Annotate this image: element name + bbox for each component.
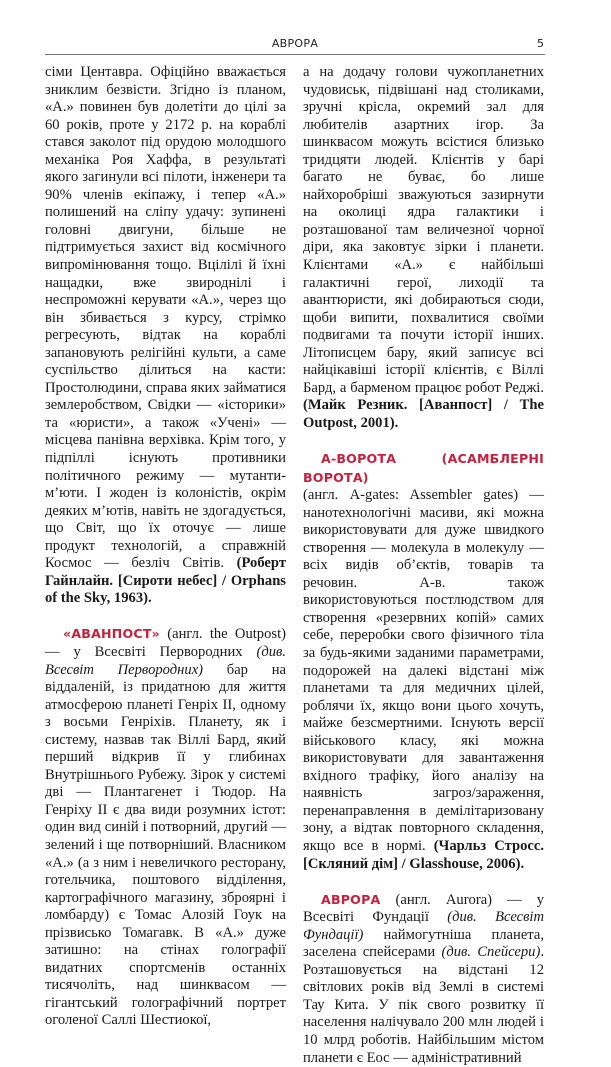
cross-reference: (див. Всесвіт Фундації)	[303, 909, 545, 943]
source-citation: (Чарльз Стросс. [Скляний дім] / Glasshouse, 2006).	[303, 838, 545, 872]
entry-body: наймогутніша планета, заселена спейсерами	[303, 926, 544, 961]
headword: АВРОРА	[321, 891, 381, 907]
cross-reference: (див. Спейсери)	[441, 944, 541, 961]
entry-body: (англ. A-gates: Assembler gates) — нанотехнологічні масиви, які можна використовувати для дуже швидкого створення — молекула в молекулу — всіх видів об’єктів, товарів та речовин. А-в. також використовуються постлюдством для створення «резервних копій» самих себе, переробки свого фізичного тіла за будь-якими заданими параметрами, подорожей на далекі відстані між планетами та для медичних цілей, роблячи їх, якщо вони цього хочуть, майже безсмертними. Існують версії військового класу, які можна використовувати для завантаження вхідного трафіку, його аналізу на наявність загроз/зараження, перенаправлення в демілітаризовану зону, а відтак повторного складення, якщо все в нормі.	[303, 487, 544, 855]
continued-entry-text	[45, 64, 286, 608]
entry-body: (англ. Aurora) — у Всесвіті Фундації	[303, 891, 544, 926]
left-column	[45, 64, 286, 1030]
entry-a-vorota	[303, 450, 544, 873]
source-citation: (Роберт Гайнлайн. [Сироти небес] / Orphans of the Sky, 1963).	[45, 555, 286, 607]
cross-reference: (див. Всесвіт Первородних)	[45, 644, 286, 678]
entry-body: (англ. the Outpost) — у Всесвіті Первородних	[45, 626, 286, 660]
entry-body: бар на віддаленій, із придатною для життя атмосферою планеті Генріх II, одному з восьми Генріхів. Планету, як і систему, назвав так Віллі Бард, який перший відкрив її у глибинах Внутрішнього Рубежу. Зірок у системі дві — Плантагенет і Тюдор. На Генріху II є два види розумних істот: один вид синій і потворний, другий — зелений і ще потворніший. Власником «А.» (а з ним і невеличкого ресторану, готельчика, поштового відділення, картографічного магазину, зброярні і ломбарду) є Томас Алозій Гоук на прізвисько Томагавк. В «А.» дуже затишно: на стінах голографії видатних спортсменів останніх тисячоліть, над шинквасом — гігантський голографічний портрет оголеної Саллі Шестиокої,	[45, 661, 286, 1029]
source-citation: (Майк Резник. [Аванпост] / The Outpost, 2001).	[303, 397, 544, 431]
entry-body: а на додачу голови чужопланетних чудовиськ, підвішані над столиками, зручні крісла, окремий зал для любителів азартних ігор. За шинквасом можуть всістися близько тридцяти людей. Клієнтів у барі багато не буває, бо лише найхоробріші зважуються зазирнути на околиці ядра галактики і розташованої там величезної чорної діри, яка заковтує зірки і планети. Клієнтами «А.» є найбільші галактичні герої, лиходії та авантюристи, які добираються сюди, щоби випити, похвалитися своїми подвигами та почути історії інших. Літописцем бару, який записує всі найцікавіші історії клієнтів, є Віллі Бард, а барменом працює робот Реджі.	[303, 64, 544, 396]
entry-body: сіми Центавра. Офіційно вважається зниклим безвісти. Згідно із планом, «А.» повинен був долетіти до цілі за 60 років, проте у 2172 р. на кораблі стався заколот під орудою молодшого механіка Роя Хаффа, в результаті якого загинули всі пілоти, інженери та 90% членів екіпажу, і тепер «А.» полишений на сліпу удачу: зупинені головні двигуни, більше не підтримується захист від космічного випромінювання тощо. Вцілілі й їхні нащадки, вже звироднілі і неспроможні керувати «А.», через що він збивається з курсу, стрімко регресують, відтак на кораблі запановують релігійні культи, а саме суспільство ділиться на касти: Простолюдини, справа яких займатися землеробством, Свідки — «історики» та «юристи», а також «Учені» — місцева панівна верхівка. Крім того, у підпіллі існують противники політичного режиму — мутанти-м’юти. І жоден із колоністів, окрім деяких м’ютів, навіть не здогадується, що Світ, що їх оточує — лише продукт технологій, а справжній Космос — безліч Світів.	[45, 64, 286, 572]
page-number: 5	[537, 37, 544, 50]
continued-entry-text	[303, 64, 544, 432]
headword: «АВАНПОСТ»	[63, 626, 160, 642]
entry-avrora	[303, 891, 544, 1067]
headword: А-ВОРОТА (АСАМБЛЕРНІ ВОРОТА)	[303, 450, 544, 485]
running-header	[45, 36, 545, 55]
right-column	[303, 64, 544, 1067]
running-title: АВРОРА	[271, 37, 319, 50]
entry-body: . Розташовується на відстані 12 світлових років від Землі в системі Тау Кита. У пік свого розвитку її населення налічувало 200 млн людей і 10 млрд роботів. Найбільшим містом планети є Еос — адміністративний	[303, 944, 544, 1066]
entry-avanpost	[45, 625, 286, 1030]
